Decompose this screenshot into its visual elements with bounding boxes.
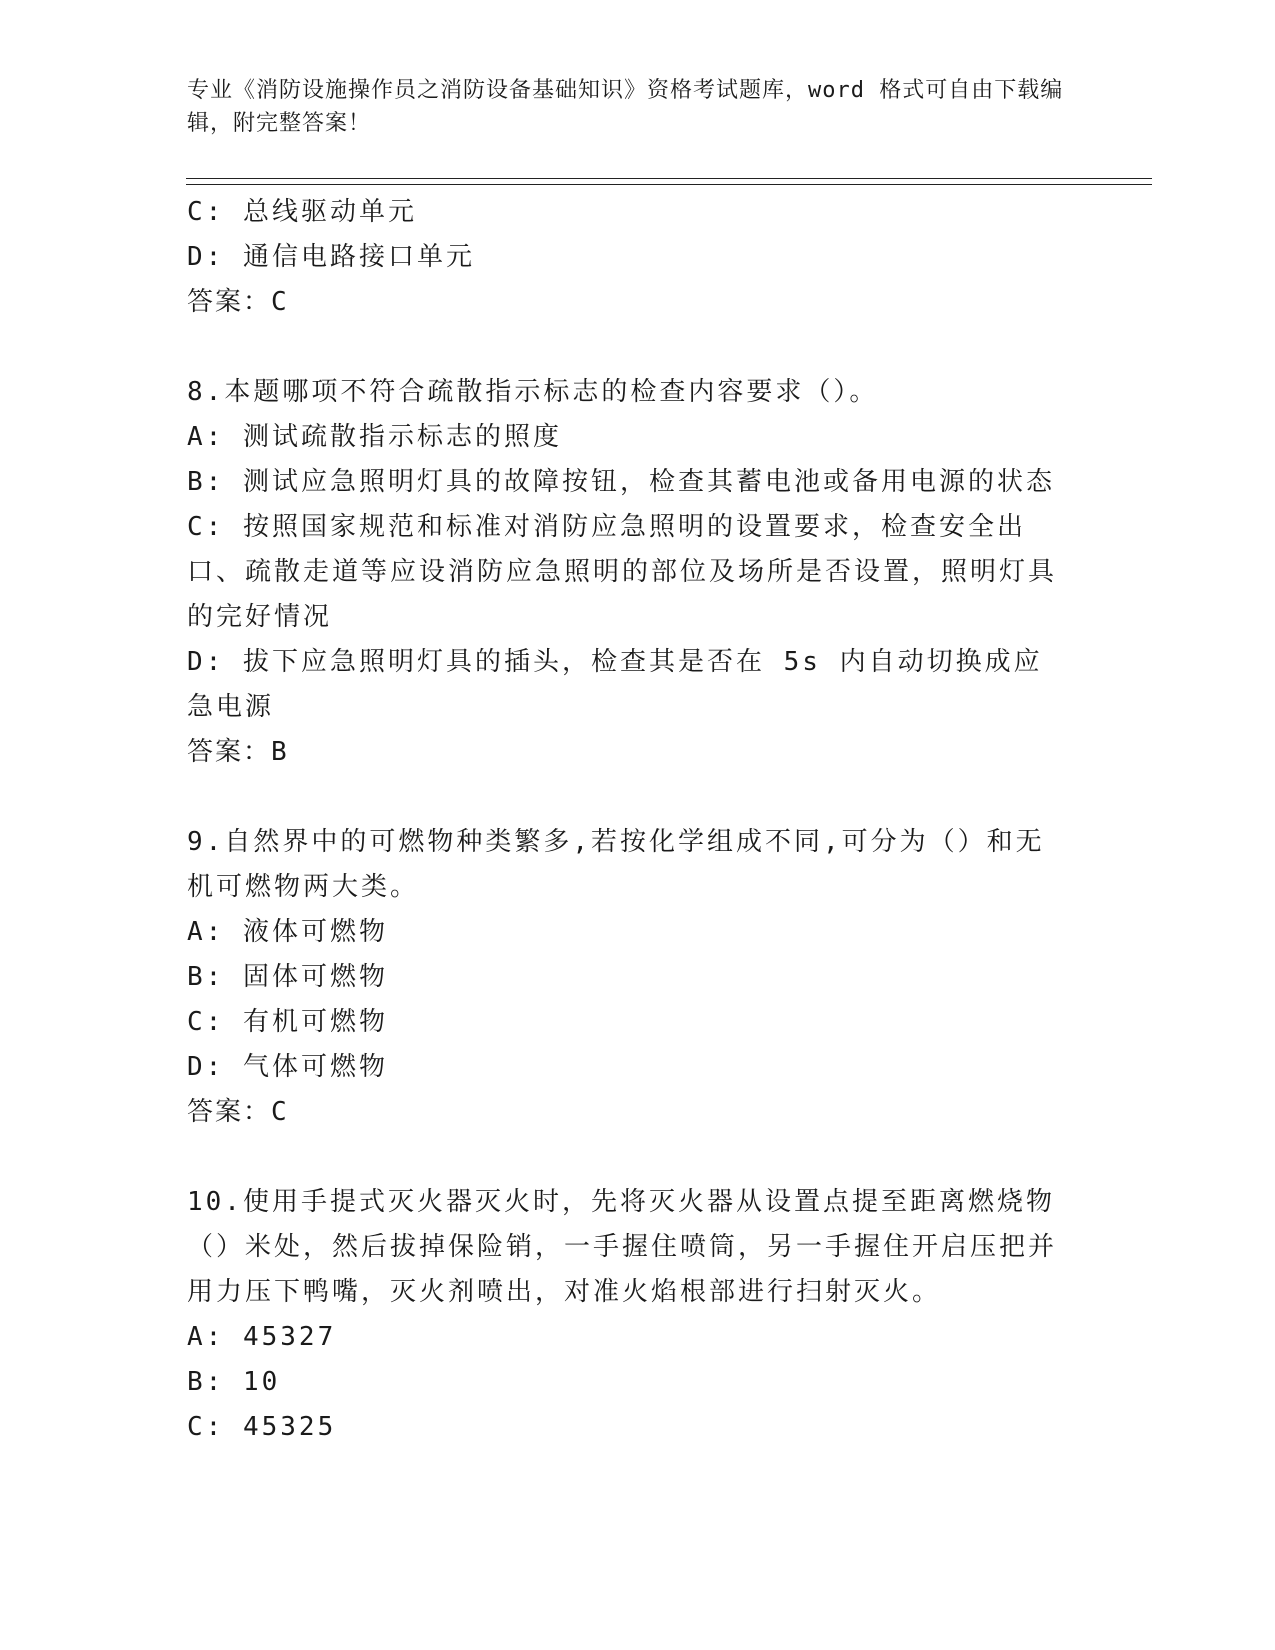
- option-b: B: 测试应急照明灯具的故障按钮，检查其蓄电池或备用电源的状态: [187, 467, 1055, 497]
- question-stem: 9.自然界中的可燃物种类繁多,若按化学组成不同,可分为（）和无机可燃物两大类。: [187, 827, 1045, 902]
- question-stem: 10.使用手提式灭火器灭火时，先将灭火器从设置点提至距离燃烧物（）米处，然后拔掉保险销，一手握住喷筒，另一手握住开启压把并用力压下鸭嘴，灭火剂喷出，对准火焰根部进行扫射灭火。: [187, 1187, 1058, 1307]
- header-rule-bottom: [186, 184, 1152, 185]
- option-d: D: 拔下应急照明灯具的插头，检查其是否在 5s 内自动切换成应急电源: [187, 647, 1043, 722]
- option-b: B: 10: [187, 1367, 281, 1397]
- option-a: A: 45327: [187, 1322, 337, 1352]
- answer-line: 答案：C: [187, 1097, 289, 1127]
- question-stem: 8.本题哪项不符合疏散指示标志的检查内容要求（）。: [187, 377, 879, 407]
- option-d: D: 气体可燃物: [187, 1052, 388, 1082]
- answer-line: 答案：C: [187, 287, 289, 317]
- option-a: A: 液体可燃物: [187, 917, 388, 947]
- option-d: D: 通信电路接口单元: [187, 242, 475, 272]
- option-c: C: 有机可燃物: [187, 1007, 388, 1037]
- document-header: 专业《消防设施操作员之消防设备基础知识》资格考试题库，word 格式可自由下载编辑，附完整答案！: [187, 78, 1064, 136]
- question-list: [187, 190, 1067, 1450]
- option-b: B: 固体可燃物: [187, 962, 388, 992]
- answer-line: 答案：B: [187, 737, 289, 767]
- option-a: A: 测试疏散指示标志的照度: [187, 422, 562, 452]
- header-rule-top: [186, 178, 1152, 179]
- option-c: C: 45325: [187, 1412, 337, 1442]
- option-c: C: 按照国家规范和标准对消防应急照明的设置要求，检查安全出口、疏散走道等应设消防应急照明的部位及场所是否设置，照明灯具的完好情况: [187, 512, 1058, 632]
- option-c: C: 总线驱动单元: [187, 197, 417, 227]
